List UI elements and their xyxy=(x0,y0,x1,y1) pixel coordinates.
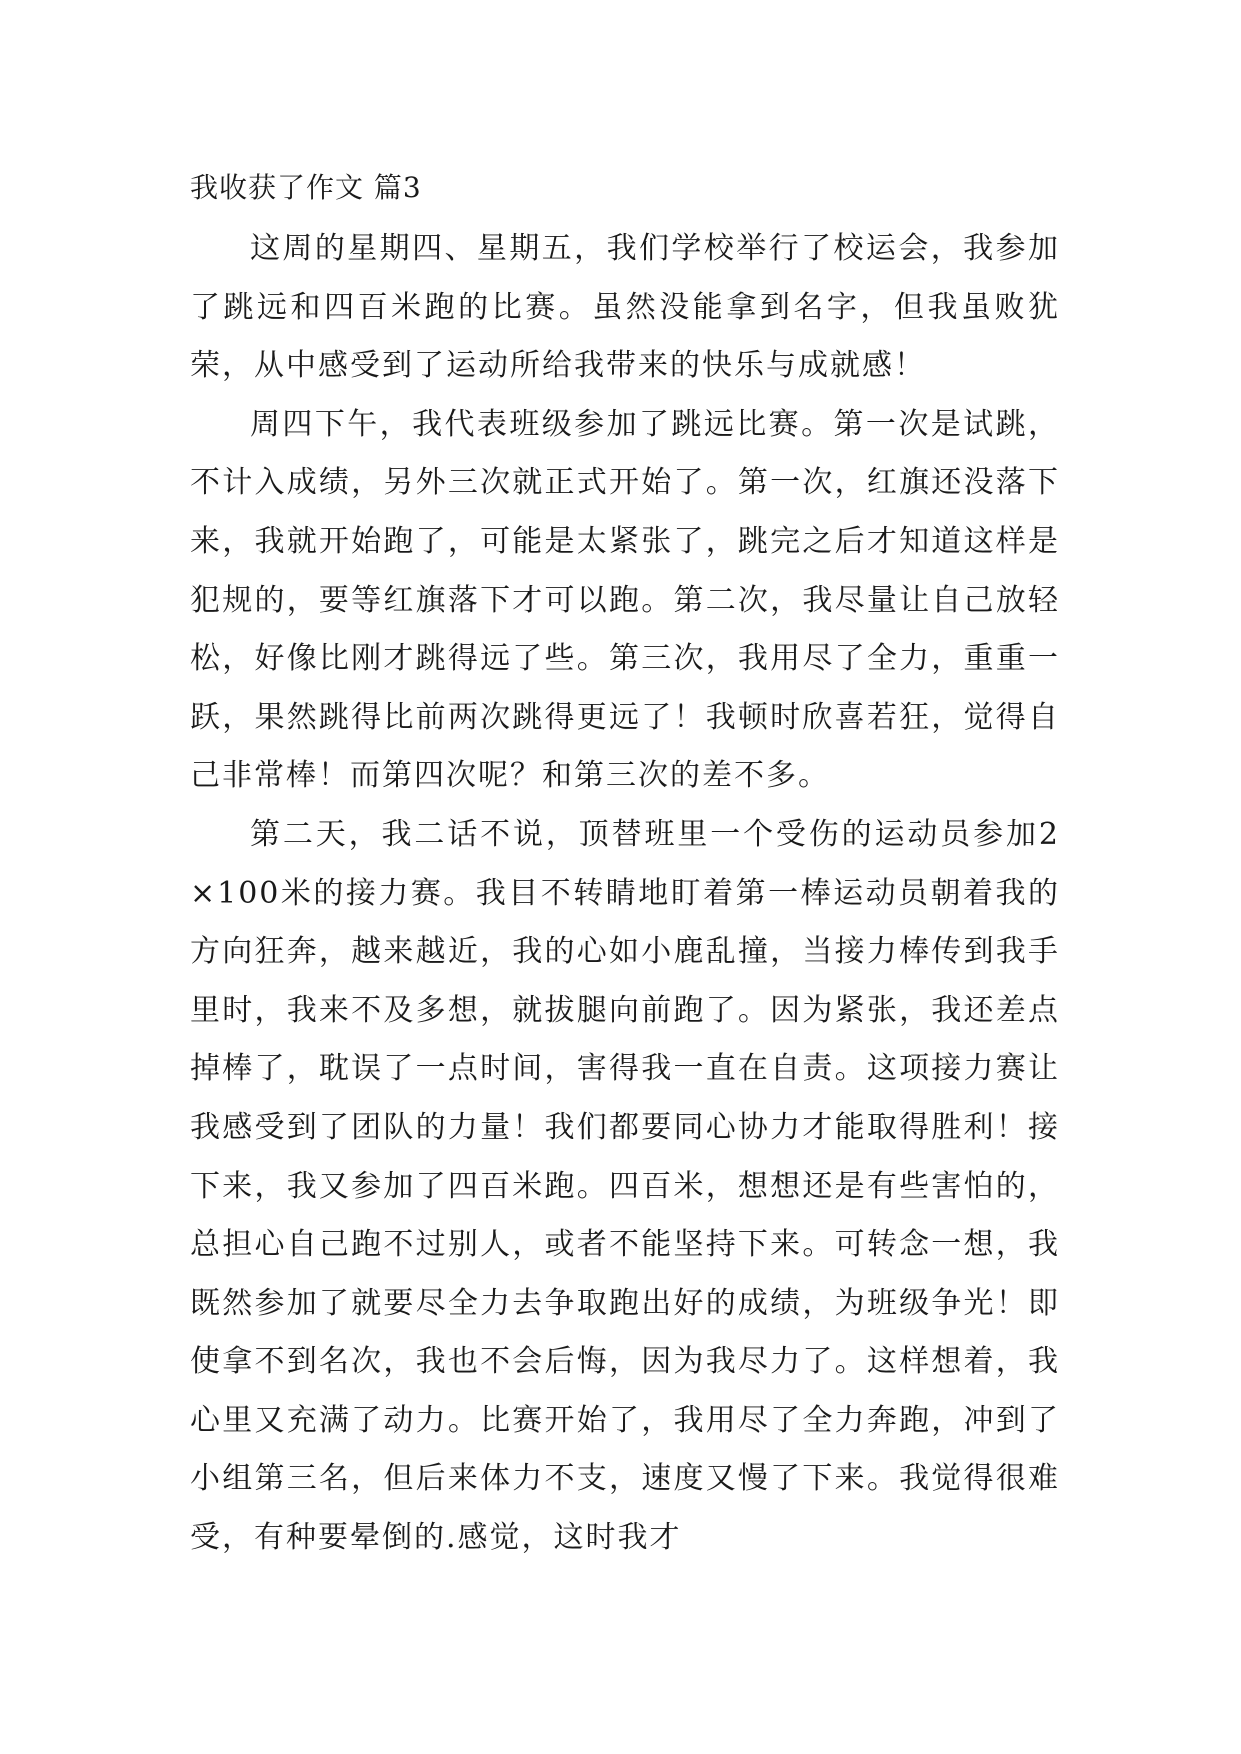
paragraph-3: 第二天，我二话不说，顶替班里一个受伤的运动员参加2×100米的接力赛。我目不转睛地盯着第一棒运动员朝着我的方向狂奔，越来越近，我的心如小鹿乱撞，当接力棒传到我手里时，我来不及多想，就拔腿向前跑了。因为紧张，我还差点掉棒了，耽误了一点时间，害得我一直在自责。这项接力赛让我感受到了团队的力量！我们都要同心协力才能取得胜利！接下来，我又参加了四百米跑。四百米，想想还是有些害怕的，总担心自己跑不过别人，或者不能坚持下来。可转念一想，我既然参加了就要尽全力去争取跑出好的成绩，为班级争光！即使拿不到名次，我也不会后悔，因为我尽力了。这样想着，我心里又充满了动力。比赛开始了，我用尽了全力奔跑，冲到了小组第三名，但后来体力不支，速度又慢了下来。我觉得很难受，有种要晕倒的.感觉，这时我才 xyxy=(190,816,1060,1556)
paragraph-2: 周四下午，我代表班级参加了跳远比赛。第一次是试跳，不计入成绩，另外三次就正式开始了。第一次，红旗还没落下来，我就开始跑了，可能是太紧张了，跳完之后才知道这样是犯规的，要等红旗落下才可以跑。第二次，我尽量让自己放轻松，好像比刚才跳得远了些。第三次，我用尽了全力，重重一跃，果然跳得比前两次跳得更远了！我顿时欣喜若狂，觉得自己非常棒！而第四次呢？和第三次的差不多。 xyxy=(190,406,1060,794)
paragraph-1: 这周的星期四、星期五，我们学校举行了校运会，我参加了跳远和四百米跑的比赛。虽然没能拿到名字，但我虽败犹荣，从中感受到了运动所给我带来的快乐与成就感！ xyxy=(190,231,1060,384)
document-body xyxy=(190,168,1060,1568)
document-title: 我收获了作文 篇3 xyxy=(190,171,422,204)
